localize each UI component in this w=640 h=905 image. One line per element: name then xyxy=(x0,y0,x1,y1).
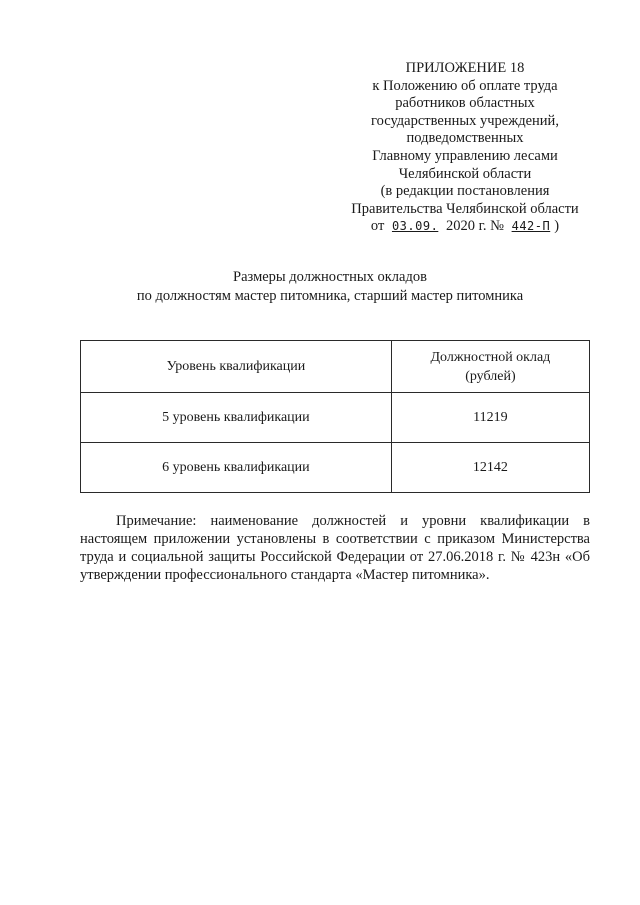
appendix-line: (в редакции постановления xyxy=(380,183,550,200)
document-heading xyxy=(60,268,600,306)
heading-line-1: Размеры должностных окладов xyxy=(233,269,427,285)
salary-table xyxy=(80,340,590,493)
appendix-line: подведомственных xyxy=(406,130,524,147)
appendix-title: ПРИЛОЖЕНИЕ 18 xyxy=(405,60,525,76)
appendix-line: государственных учреждений, xyxy=(371,112,559,129)
date-suffix: ) xyxy=(554,218,560,235)
footnote: Примечание: наименование должностей и уровни квалификации в настоящем приложении установлены в соответствии с приказом Министерства труда и социальной защиты Российской Федерации от 27.06.2018 г. № 423н «Об утверждении профессионального стандарта «Мастер питомника». xyxy=(80,513,590,583)
resolution-date-line xyxy=(330,218,600,236)
date-year: 2020 г. № xyxy=(445,218,504,235)
table-row xyxy=(81,393,590,443)
header-salary-title: Должностной оклад xyxy=(430,349,551,365)
appendix-line: к Положению об оплате труда xyxy=(372,77,558,94)
appendix-line: Главному управлению лесами xyxy=(372,147,558,164)
resolution-number: 442-П xyxy=(511,219,551,234)
appendix-line: Правительства Челябинской области xyxy=(351,200,579,217)
table-row xyxy=(81,443,590,493)
header-qualification-level: Уровень квалификации xyxy=(81,341,392,393)
appendix-line: Челябинской области xyxy=(398,165,532,182)
header-salary xyxy=(391,341,589,393)
table-header-row xyxy=(81,341,590,393)
qualification-level-cell: 5 уровень квалификации xyxy=(81,393,392,443)
appendix-line: работников областных xyxy=(395,95,535,112)
salary-cell: 11219 xyxy=(391,393,589,443)
qualification-level-cell: 6 уровень квалификации xyxy=(81,443,392,493)
salary-cell: 12142 xyxy=(391,443,589,493)
date-prefix: от xyxy=(370,218,385,235)
header-salary-unit: (рублей) xyxy=(465,368,516,384)
heading-line-2: по должностям мастер питомника, старший мастер питомника xyxy=(136,288,524,304)
resolution-date: 03.09. xyxy=(391,219,439,234)
appendix-header xyxy=(330,60,600,236)
